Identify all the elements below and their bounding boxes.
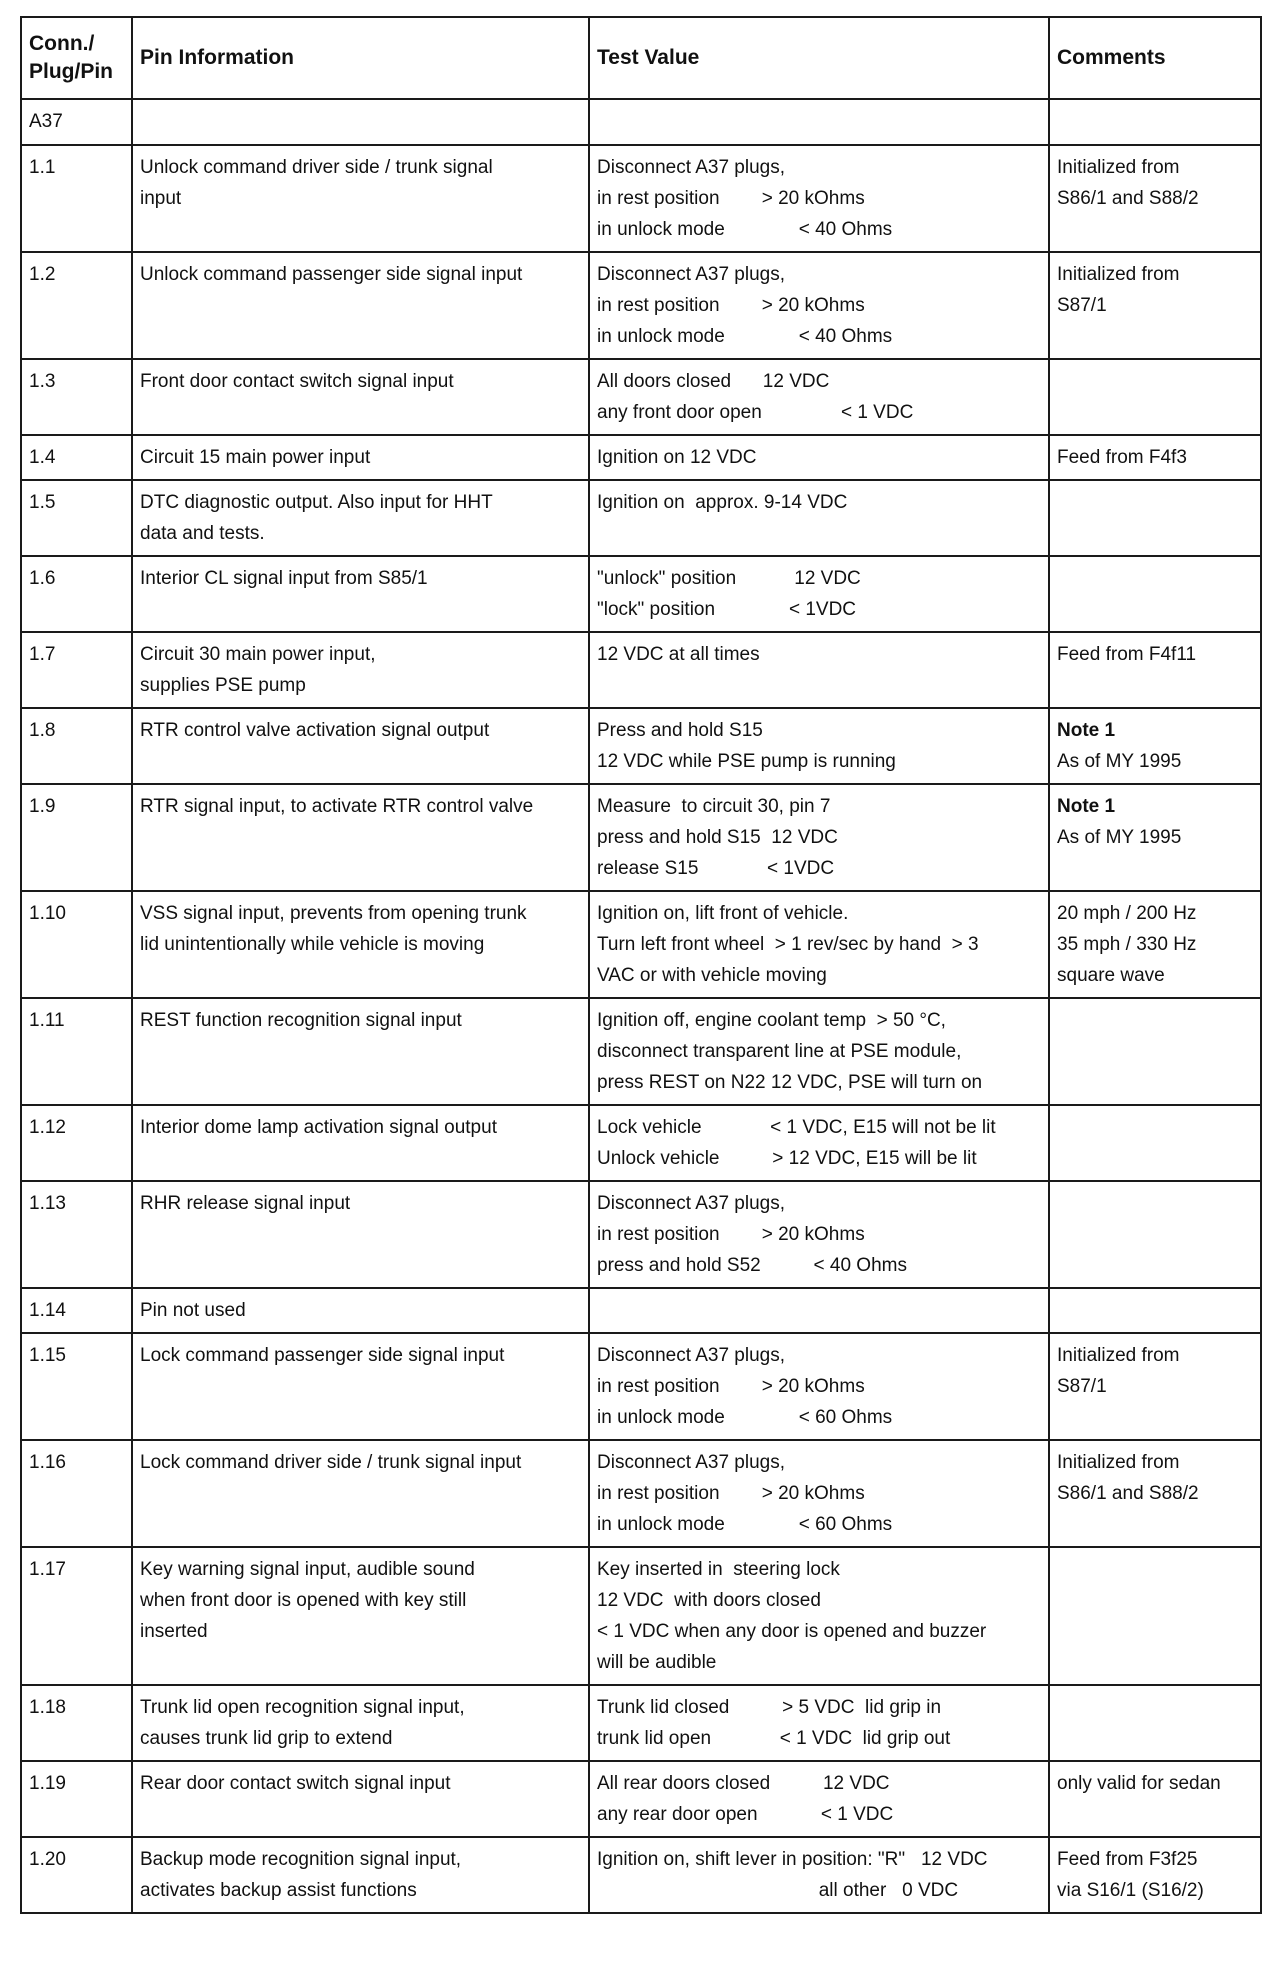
section-row xyxy=(21,99,1261,145)
comments-cell xyxy=(1049,632,1261,708)
test-value-cell xyxy=(589,1333,1049,1440)
pin-info-cell xyxy=(132,998,589,1105)
pin-info-cell-line: Unlock command driver side / trunk signal xyxy=(140,157,493,178)
test-value-cell-line: Disconnect A37 plugs, xyxy=(597,1452,786,1473)
pin-cell: 1.18 xyxy=(21,1685,132,1761)
pin-info-cell xyxy=(132,252,589,359)
comments-cell-line: Feed from F4f3 xyxy=(1057,447,1187,468)
test-value-cell-line: 12 VDC at all times xyxy=(597,644,760,665)
comments-cell xyxy=(1049,891,1261,998)
test-value-cell xyxy=(589,359,1049,435)
pin-info-cell-line: Lock command driver side / trunk signal input xyxy=(140,1452,522,1473)
pin-info-cell-line: Pin not used xyxy=(140,1300,246,1321)
pin-info-cell xyxy=(132,359,589,435)
comments-cell xyxy=(1049,1761,1261,1837)
pin-info-cell-line: lid unintentionally while vehicle is moving xyxy=(140,934,485,955)
test-value-cell-line: Disconnect A37 plugs, xyxy=(597,1345,786,1366)
pin-info-cell xyxy=(132,784,589,891)
test-value-cell-line: "unlock" position 12 VDC xyxy=(597,568,861,589)
test-value-cell xyxy=(589,1685,1049,1761)
pin-cell: 1.13 xyxy=(21,1181,132,1288)
pin-info-cell xyxy=(132,435,589,480)
pin-cell: 1.4 xyxy=(21,435,132,480)
table-row xyxy=(21,998,1261,1105)
test-value-cell-line: Disconnect A37 plugs, xyxy=(597,157,786,178)
comments-cell-line: As of MY 1995 xyxy=(1057,751,1182,772)
comments-cell-line: via S16/1 (S16/2) xyxy=(1057,1880,1204,1901)
table-row xyxy=(21,1685,1261,1761)
comments-cell-line: 20 mph / 200 Hz xyxy=(1057,903,1197,924)
comments-cell-line: S86/1 and S88/2 xyxy=(1057,188,1199,209)
test-value-cell-line: press and hold S52 < 40 Ohms xyxy=(597,1255,907,1276)
table-row xyxy=(21,359,1261,435)
pin-info-cell-line: DTC diagnostic output. Also input for HHT xyxy=(140,492,493,513)
header-row xyxy=(21,17,1261,99)
test-value-cell xyxy=(589,1288,1049,1333)
test-value-cell xyxy=(589,252,1049,359)
comments-cell-line: 35 mph / 330 Hz xyxy=(1057,934,1197,955)
pin-cell: 1.2 xyxy=(21,252,132,359)
pin-cell: 1.12 xyxy=(21,1105,132,1181)
test-value-cell-line: Ignition off, engine coolant temp > 50 °C, xyxy=(597,1010,946,1031)
test-value-cell-line: in rest position > 20 kOhms xyxy=(597,1483,865,1504)
pin-cell: 1.3 xyxy=(21,359,132,435)
table-row xyxy=(21,1547,1261,1685)
test-value-cell xyxy=(589,632,1049,708)
header-test-value: Test Value xyxy=(589,17,1049,99)
header-conn: Conn./ Plug/Pin xyxy=(21,17,132,99)
pin-info-cell xyxy=(132,632,589,708)
comments-cell-line: Initialized from xyxy=(1057,157,1180,178)
pin-info-cell xyxy=(132,1547,589,1685)
test-value-cell xyxy=(589,435,1049,480)
test-value-cell-line: Disconnect A37 plugs, xyxy=(597,1193,786,1214)
test-value-cell-line: in rest position > 20 kOhms xyxy=(597,295,865,316)
pin-info-cell-line: data and tests. xyxy=(140,523,265,544)
comments-cell xyxy=(1049,556,1261,632)
table-row xyxy=(21,435,1261,480)
comment-note: Note 1 xyxy=(1057,720,1116,741)
comments-cell-line: Initialized from xyxy=(1057,1452,1180,1473)
pin-info-cell-line: REST function recognition signal input xyxy=(140,1010,462,1031)
pin-info-cell-line: Circuit 30 main power input, xyxy=(140,644,376,665)
pin-info-cell-line: Backup mode recognition signal input, xyxy=(140,1849,462,1870)
comments-cell xyxy=(1049,359,1261,435)
test-value-cell-line: in rest position > 20 kOhms xyxy=(597,1224,865,1245)
test-value-cell xyxy=(589,1837,1049,1913)
pin-cell: 1.20 xyxy=(21,1837,132,1913)
pin-info-cell xyxy=(132,556,589,632)
comments-cell-line: S87/1 xyxy=(1057,295,1107,316)
pin-table xyxy=(20,16,1262,1914)
pin-info-cell-line: Front door contact switch signal input xyxy=(140,371,454,392)
pin-info-cell-line: Trunk lid open recognition signal input, xyxy=(140,1697,465,1718)
test-value-cell-line: 12 VDC while PSE pump is running xyxy=(597,751,896,772)
test-value-cell-line: any rear door open < 1 VDC xyxy=(597,1804,894,1825)
test-value-cell-line: in unlock mode < 40 Ohms xyxy=(597,326,893,347)
pin-cell: 1.17 xyxy=(21,1547,132,1685)
pin-info-cell-line: VSS signal input, prevents from opening trunk xyxy=(140,903,527,924)
pin-info-cell-line: RTR control valve activation signal output xyxy=(140,720,490,741)
test-value-cell-line: Lock vehicle < 1 VDC, E15 will not be lit xyxy=(597,1117,996,1138)
pin-info-cell-line: inserted xyxy=(140,1621,208,1642)
test-value-cell xyxy=(589,480,1049,556)
pin-info-cell xyxy=(132,1837,589,1913)
table-row xyxy=(21,480,1261,556)
test-value-cell xyxy=(589,1440,1049,1547)
test-value-cell-line: in rest position > 20 kOhms xyxy=(597,1376,865,1397)
pin-cell: 1.8 xyxy=(21,708,132,784)
test-value-cell-line: will be audible xyxy=(597,1652,717,1673)
test-value-cell-line: press and hold S15 12 VDC xyxy=(597,827,838,848)
test-value-cell-line: Unlock vehicle > 12 VDC, E15 will be lit xyxy=(597,1148,977,1169)
test-value-cell-line: Turn left front wheel > 1 rev/sec by hand > 3 xyxy=(597,934,979,955)
pin-info-cell-line: causes trunk lid grip to extend xyxy=(140,1728,393,1749)
pin-info-cell-line: Lock command passenger side signal input xyxy=(140,1345,505,1366)
pin-info-cell-line: Unlock command passenger side signal input xyxy=(140,264,523,285)
test-value-cell xyxy=(589,1547,1049,1685)
table-row xyxy=(21,1288,1261,1333)
test-value-cell-line: disconnect transparent line at PSE module, xyxy=(597,1041,962,1062)
test-value-cell-line: in unlock mode < 40 Ohms xyxy=(597,219,893,240)
pin-info-cell xyxy=(132,480,589,556)
table-row xyxy=(21,1333,1261,1440)
test-value-cell-line: Disconnect A37 plugs, xyxy=(597,264,786,285)
pin-info-cell-line: when front door is opened with key still xyxy=(140,1590,467,1611)
pin-info-cell-line: Rear door contact switch signal input xyxy=(140,1773,451,1794)
pin-info-cell-line: activates backup assist functions xyxy=(140,1880,417,1901)
pin-info-cell-line: Interior CL signal input from S85/1 xyxy=(140,568,428,589)
comments-cell-line: S86/1 and S88/2 xyxy=(1057,1483,1199,1504)
comments-cell-line: only valid for sedan xyxy=(1057,1773,1221,1794)
comments-cell xyxy=(1049,480,1261,556)
test-value-cell-line: Ignition on 12 VDC xyxy=(597,447,757,468)
pin-info-cell-line: supplies PSE pump xyxy=(140,675,306,696)
test-value-cell-line: VAC or with vehicle moving xyxy=(597,965,827,986)
test-value-cell-line: trunk lid open < 1 VDC lid grip out xyxy=(597,1728,951,1749)
pin-info-cell-line: RTR signal input, to activate RTR control valve xyxy=(140,796,534,817)
table-row xyxy=(21,1837,1261,1913)
comments-cell-line: S87/1 xyxy=(1057,1376,1107,1397)
pin-info-cell-line: Interior dome lamp activation signal output xyxy=(140,1117,497,1138)
test-value-cell xyxy=(589,784,1049,891)
comments-cell xyxy=(1049,1288,1261,1333)
test-value-cell xyxy=(589,1105,1049,1181)
table-row xyxy=(21,1761,1261,1837)
test-value-cell-line: Trunk lid closed > 5 VDC lid grip in xyxy=(597,1697,942,1718)
pin-info-cell xyxy=(132,1333,589,1440)
comments-cell xyxy=(1049,708,1261,784)
test-value-cell-line: press REST on N22 12 VDC, PSE will turn on xyxy=(597,1072,983,1093)
test-value-cell-line: in unlock mode < 60 Ohms xyxy=(597,1514,893,1535)
comments-cell-line: Initialized from xyxy=(1057,264,1180,285)
comments-cell xyxy=(1049,784,1261,891)
comments-cell xyxy=(1049,1685,1261,1761)
test-value-cell xyxy=(589,145,1049,252)
test-value-cell xyxy=(589,1761,1049,1837)
pin-cell: 1.14 xyxy=(21,1288,132,1333)
comments-cell-line: square wave xyxy=(1057,965,1165,986)
pin-info-cell xyxy=(132,1288,589,1333)
pin-cell: 1.6 xyxy=(21,556,132,632)
comments-cell-line: Feed from F4f11 xyxy=(1057,644,1197,665)
pin-cell: 1.5 xyxy=(21,480,132,556)
test-value-cell-line: in unlock mode < 60 Ohms xyxy=(597,1407,893,1428)
pin-info-cell xyxy=(132,1181,589,1288)
test-value-cell xyxy=(589,708,1049,784)
test-value-cell-line: All rear doors closed 12 VDC xyxy=(597,1773,890,1794)
pin-info-cell-line: Key warning signal input, audible sound xyxy=(140,1559,475,1580)
pin-cell: 1.11 xyxy=(21,998,132,1105)
table-row xyxy=(21,708,1261,784)
pin-cell: 1.19 xyxy=(21,1761,132,1837)
pin-info-cell xyxy=(132,1685,589,1761)
table-row xyxy=(21,1440,1261,1547)
test-value-cell-line: in rest position > 20 kOhms xyxy=(597,188,865,209)
test-value-cell-line: any front door open < 1 VDC xyxy=(597,402,914,423)
test-value-cell-line: Ignition on, lift front of vehicle. xyxy=(597,903,849,924)
comments-cell xyxy=(1049,252,1261,359)
test-value-cell-line: 12 VDC with doors closed xyxy=(597,1590,821,1611)
test-value-cell-line: All doors closed 12 VDC xyxy=(597,371,830,392)
table-row xyxy=(21,891,1261,998)
test-value-cell xyxy=(589,556,1049,632)
pin-info-cell-line: input xyxy=(140,188,182,209)
comments-cell xyxy=(1049,998,1261,1105)
table-row xyxy=(21,1181,1261,1288)
pin-cell: 1.15 xyxy=(21,1333,132,1440)
comments-cell xyxy=(1049,1837,1261,1913)
table-row xyxy=(21,784,1261,891)
test-value-cell-line: Key inserted in steering lock xyxy=(597,1559,840,1580)
pin-info-cell-line: RHR release signal input xyxy=(140,1193,351,1214)
test-value-cell-line: Measure to circuit 30, pin 7 xyxy=(597,796,831,817)
pin-info-cell xyxy=(132,1105,589,1181)
test-value-cell-line: < 1 VDC when any door is opened and buzzer xyxy=(597,1621,987,1642)
test-value-cell-line: "lock" position < 1VDC xyxy=(597,599,857,620)
test-value-cell-line: Press and hold S15 xyxy=(597,720,763,741)
test-value-cell-line: release S15 < 1VDC xyxy=(597,858,835,879)
test-value-cell xyxy=(589,998,1049,1105)
pin-cell: 1.7 xyxy=(21,632,132,708)
pin-cell: 1.16 xyxy=(21,1440,132,1547)
test-value-cell-line: Ignition on approx. 9-14 VDC xyxy=(597,492,848,513)
test-value-cell xyxy=(589,1181,1049,1288)
comments-cell-line: Feed from F3f25 xyxy=(1057,1849,1198,1870)
table-row xyxy=(21,1105,1261,1181)
pin-info-cell xyxy=(132,891,589,998)
pin-info-cell xyxy=(132,1440,589,1547)
test-value-cell xyxy=(589,891,1049,998)
comments-cell xyxy=(1049,1333,1261,1440)
pin-info-cell xyxy=(132,1761,589,1837)
test-value-cell-line: Ignition on, shift lever in position: "R" 12 VDC xyxy=(597,1849,988,1870)
pin-cell: 1.1 xyxy=(21,145,132,252)
pin-info-cell xyxy=(132,708,589,784)
comments-cell xyxy=(1049,1547,1261,1685)
comments-cell xyxy=(1049,1105,1261,1181)
header-comments: Comments xyxy=(1049,17,1261,99)
pin-cell: 1.9 xyxy=(21,784,132,891)
pin-info-cell-line: Circuit 15 main power input xyxy=(140,447,371,468)
pin-cell: 1.10 xyxy=(21,891,132,998)
table-row xyxy=(21,556,1261,632)
comments-cell xyxy=(1049,435,1261,480)
pin-info-cell xyxy=(132,145,589,252)
table-row xyxy=(21,252,1261,359)
section-label: A37 xyxy=(21,99,132,145)
comments-cell-line: Initialized from xyxy=(1057,1345,1180,1366)
comments-cell-line: As of MY 1995 xyxy=(1057,827,1182,848)
header-pin-info: Pin Information xyxy=(132,17,589,99)
table-row xyxy=(21,145,1261,252)
comments-cell xyxy=(1049,1181,1261,1288)
comments-cell xyxy=(1049,1440,1261,1547)
comments-cell xyxy=(1049,145,1261,252)
comment-note: Note 1 xyxy=(1057,796,1116,817)
table-row xyxy=(21,632,1261,708)
test-value-cell-line: all other 0 VDC xyxy=(597,1880,959,1901)
